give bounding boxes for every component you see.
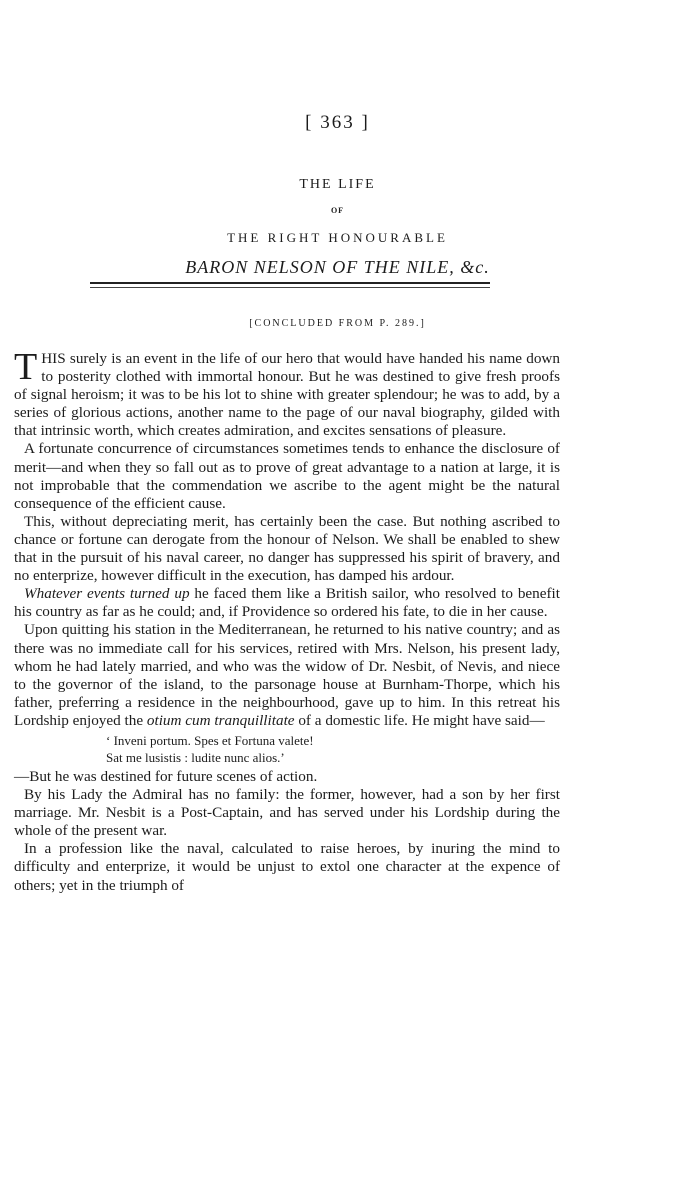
paragraph-6: —But he was destined for future scenes of action. — [14, 767, 318, 785]
paragraph-4-italic: Whatever events turned up — [24, 585, 190, 603]
verse-line-1: ‘ Inveni portum. Spes et Fortuna valete! — [106, 732, 314, 748]
drop-cap: T — [14, 346, 38, 388]
paragraph-5-end: of a domestic life. He might have said— — [294, 711, 545, 729]
paragraph-4 — [14, 585, 560, 621]
paragraph-1-text: HIS surely is an event in the life of our hero that would have handed his name down to posterity clothed with immortal honour. But he was destined to give fresh proofs of signal heroism; it was to be his lot to shine with greater splendour; he was to add, by a series of glorious actions, another name to the page of our naval biography, gilded with that intrinsic worth, which creates admiration, and excites sensations of pleasure. — [14, 350, 560, 440]
title-line-baron: BARON NELSON OF THE NILE, &c. — [185, 257, 490, 277]
paragraph-5-italic: otium cum tranquillitate — [146, 711, 295, 729]
latin-verse — [106, 732, 560, 766]
paragraph-4-text: he faced them like a British sailor, who resolved to benefit his country as far as he could; and, if Providence so ordered his fate, to die in her cause. — [14, 585, 560, 621]
paragraph-7: By his Lady the Admiral has no family: the former, however, had a son by her first marriage. Mr. Nesbit is a Post-Captain, and has served under his Lordship during the whole of the present war. — [14, 786, 560, 840]
concluded-note: [CONCLUDED FROM P. 289.] — [249, 318, 426, 329]
paragraph-5 — [14, 621, 560, 730]
paragraph-3: This, without depreciating merit, has certainly been the case. But nothing ascribed to chance or fortune can derogate from the honour of Nelson. We shall be enabled to shew that in the pursuit of his naval career, no danger has suppressed his spirit of bravery, and no enterprize, however difficult in the execution, has damped his ardour. — [14, 512, 560, 585]
page-number: [ 363 ] — [305, 112, 370, 133]
paragraph-1 — [14, 346, 560, 440]
title-rule-thick — [90, 282, 490, 284]
title-line-life: THE LIFE — [299, 177, 376, 192]
article-body — [14, 346, 560, 895]
paragraph-8: In a profession like the naval, calculated to raise heroes, by inuring the mind to difficulty and enterprize, it would be unjust to extol one character at the expence of others; yet in the triumph of — [14, 840, 560, 894]
title-line-honourable: THE RIGHT HONOURABLE — [227, 230, 448, 245]
verse-line-2: Sat me lusistis : ludite nunc alios.’ — [106, 749, 285, 765]
paragraph-2: A fortunate concurrence of circumstances sometimes tends to enhance the disclosure of merit—and when they so fall out as to prove of great advantage to a nation at large, it is not improbable that the commendation we ascribe to the agent might be the natural consequence of the efficient cause. — [14, 440, 560, 512]
title-rule-thin — [90, 287, 490, 288]
paragraph-5-text: Upon quitting his station in the Mediterranean, he returned to his native country; and as there was no immediate call for his services, retired with Mrs. Nelson, his present lady, whom he had lately married, and who was the widow of Dr. Nesbit, of Nevis, and niece to the governor of the island, to the parsonage house at Burnham-Thorpe, which his father, preferring a residence in the neighbourhood, gave up to him. In this retreat his Lordship enjoyed the — [14, 621, 560, 729]
title-line-of: OF — [330, 206, 345, 215]
